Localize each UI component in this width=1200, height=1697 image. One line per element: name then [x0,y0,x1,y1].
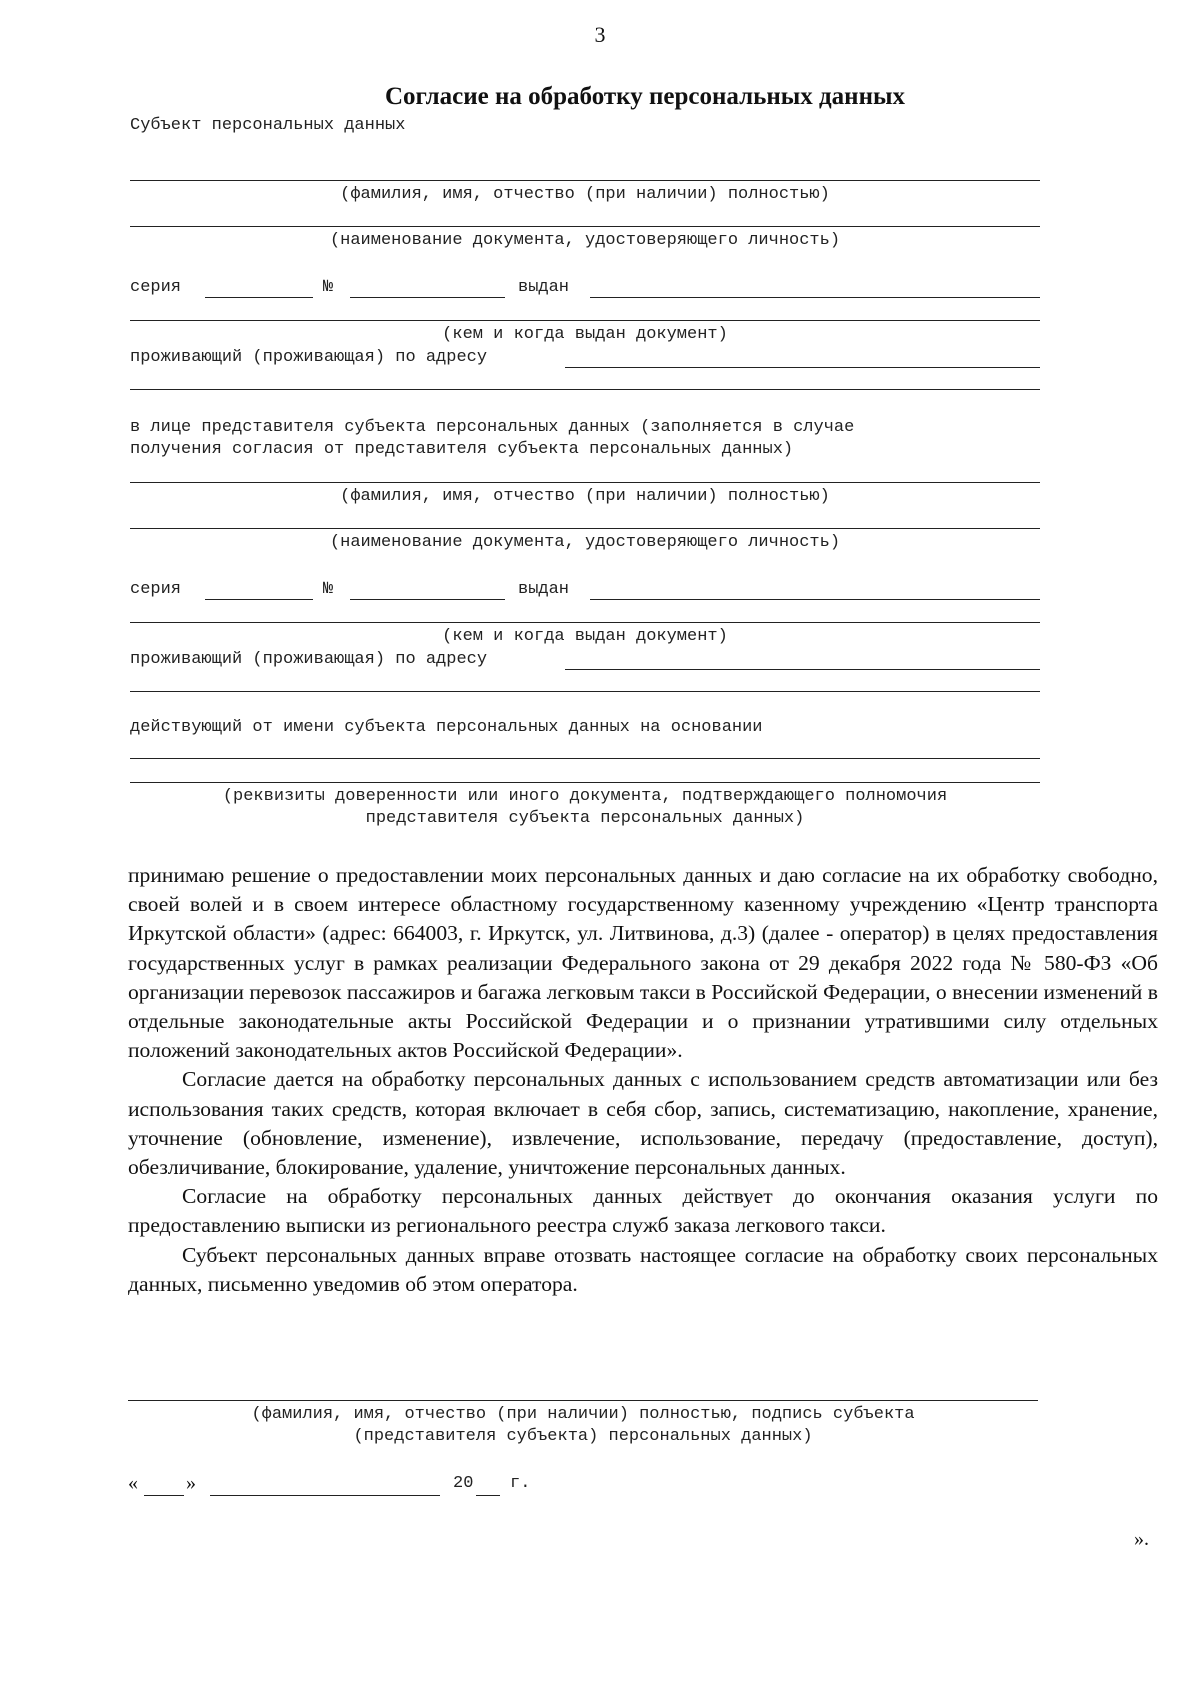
signature-caption-1: (фамилия, имя, отчество (при наличии) полностью, подпись субъекта [251,1405,915,1424]
representative-series-field[interactable] [205,599,313,600]
subject-issued-label: выдан [518,278,570,297]
representative-address-field[interactable] [565,669,1040,670]
subject-fio-caption: (фамилия, имя, отчество (при наличии) полностью) [340,185,830,204]
representative-address-label: проживающий (проживающая) по адресу [130,650,488,669]
document-title: Согласие на обработку персональных данных [384,83,905,110]
representative-issuer-caption: (кем и когда выдан документ) [442,627,728,646]
date-day-field[interactable] [144,1495,184,1496]
page-number: 3 [594,22,606,47]
date-month-field[interactable] [210,1495,440,1496]
date-year-suffix: г. [510,1474,531,1493]
basis-caption-2: представителя субъекта персональных данных) [365,809,805,828]
representative-doc-caption: (наименование документа, удостоверяющего личность) [329,533,841,552]
subject-address-field[interactable] [565,367,1040,368]
subject-doc-caption: (наименование документа, удостоверяющего личность) [329,231,841,250]
consent-paragraph: принимаю решение о предоставлении моих персональных данных и даю согласие на их обработку свободно, своей волей и в своем интересе областному государственному казенному учреждению «Центр транспорта Иркутской области» (адрес: 664003, г. Иркутск, ул. Литвинова, д.3) (далее - оператор) в целях предоставления государственных услуг в рамках реализации Федерального закона от 29 декабря 2022 года № 580-ФЗ «Об организации перевозок пассажиров и багажа легковым такси в Российской Федерации, о внесении изменений в отдельные законодательные акты Российской Федерации и о признании утратившими силу отдельных положений законодательных актов Российской Федерации». [128,863,1158,1063]
subject-issued-field[interactable] [590,297,1040,298]
acting-basis-line-2[interactable] [130,782,1040,783]
consent-paragraph: Субъект персональных данных вправе отозвать настоящее согласие на обработку своих персональных данных, письменно уведомив об этом оператора. [128,1242,1158,1296]
representative-issued-label: выдан [518,580,570,599]
signature-line[interactable] [128,1400,1038,1401]
acting-basis-line-1[interactable] [130,758,1040,759]
subject-issuer-caption: (кем и когда выдан документ) [442,325,728,344]
subject-address-line-2[interactable] [130,389,1040,390]
date-year-prefix: 20 [453,1474,474,1493]
subject-address-label: проживающий (проживающая) по адресу [130,348,488,367]
subject-number-field[interactable] [350,297,505,298]
subject-doc-line[interactable] [130,226,1040,227]
representative-intro-1: в лице представителя субъекта персональных данных (заполняется в случае [130,418,855,437]
subject-number-label: № [323,278,334,297]
basis-caption-1: (реквизиты доверенности или иного документа, подтверждающего полномочия [222,787,948,806]
subject-fio-line[interactable] [130,180,1040,181]
representative-address-line-2[interactable] [130,691,1040,692]
acting-basis-label: действующий от имени субъекта персональных данных на основании [130,718,763,737]
representative-issued-field[interactable] [590,599,1040,600]
consent-paragraph: Согласие на обработку персональных данных действует до окончания оказания услуги по предоставлению выписки из регионального реестра служб заказа легкового такси. [128,1184,1158,1238]
signature-caption-2: (представителя субъекта) персональных данных) [353,1427,813,1446]
representative-series-label: серия [130,580,182,599]
subject-series-field[interactable] [205,297,313,298]
closing-mark: ». [1134,1528,1149,1550]
date-open-quote: « [128,1472,138,1494]
date-year-field[interactable] [476,1495,500,1496]
representative-number-field[interactable] [350,599,505,600]
subject-issuer-line[interactable] [130,320,1040,321]
subject-label: Субъект персональных данных [130,116,406,135]
subject-series-label: серия [130,278,182,297]
representative-intro-2: получения согласия от представителя субъекта персональных данных) [130,440,794,459]
date-close-quote: » [186,1472,196,1494]
consent-body [128,861,1158,1299]
representative-fio-line[interactable] [130,482,1040,483]
representative-issuer-line[interactable] [130,622,1040,623]
representative-number-label: № [323,580,334,599]
representative-fio-caption: (фамилия, имя, отчество (при наличии) полностью) [340,487,830,506]
consent-paragraph: Согласие дается на обработку персональных данных с использованием средств автоматизации или без использования таких средств, которая включает в себя сбор, запись, систематизацию, накопление, хранение, уточнение (обновление, изменение), извлечение, использование, передачу (предоставление, доступ), обезличивание, блокирование, удаление, уничтожение персональных данных. [128,1067,1158,1180]
representative-doc-line[interactable] [130,528,1040,529]
